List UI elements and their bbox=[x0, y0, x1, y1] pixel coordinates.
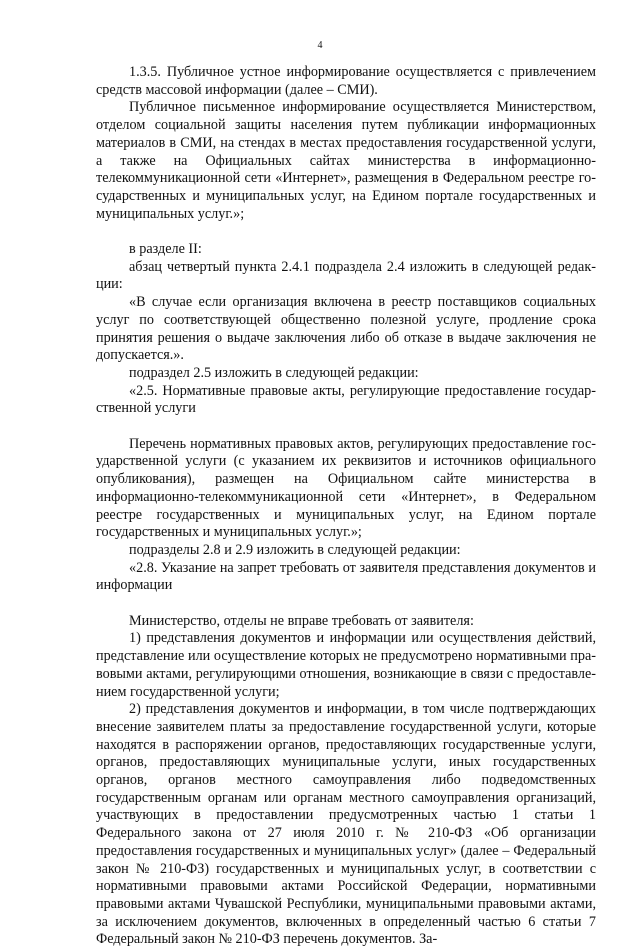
paragraph-public-written-info: Публичное письменное информирование осуществляется Министерством, отделом социальной защиты населения путем публикации информационных материалов в СМИ, на стендах в местах предоставления государственной услуги, а также на Официальных сайтах министерства в информационно-телекоммуникационной сети «Интернет», размещения в Федеральном реестре государственных и муниципальных услуг, на Едином портале государственных и муниципальных услуг.»; bbox=[96, 99, 596, 222]
paragraph-ministry-restrictions: Министерство, отделы не вправе требовать от заявителя: bbox=[129, 612, 474, 629]
paragraph-2-8-heading: «2.8. Указание на запрет требовать от заявителя представления документов и информации bbox=[96, 559, 596, 594]
paragraph-2-8-2-9-instruction: подразделы 2.8 и 2.9 изложить в следующей редакции: bbox=[129, 541, 461, 558]
document-body bbox=[96, 64, 596, 949]
paragraph-item-1: 1) представления документов и информации или осуществления действий, представление или осуществление которых не предусмотрено нормативными правовыми актами, регулирующими отношения, возникающие в связи с предоставлением государственной услуги; bbox=[96, 630, 596, 700]
paragraph-2-4-1-instruction: абзац четвертый пункта 2.4.1 подраздела 2.4 изложить в следующей редакции: bbox=[96, 258, 596, 293]
spacer bbox=[96, 595, 596, 613]
paragraph-2-4-1-quote: «В случае если организация включена в реестр поставщиков социальных услуг по соответствующей общественно полезной услуге, продление срока принятия решения о выдаче заключения либо об отказе в выдаче заключения не допускается.». bbox=[96, 294, 596, 364]
paragraph-2-5-instruction: подраздел 2.5 изложить в следующей редакции: bbox=[129, 364, 419, 381]
page-number: 4 bbox=[317, 40, 323, 51]
paragraph-2-5-heading: «2.5. Нормативные правовые акты, регулирующие предоставление государственной услуги bbox=[96, 382, 596, 417]
paragraph-1-3-5: 1.3.5. Публичное устное информирование осуществляется с привлечением средств массовой информации (далее – СМИ). bbox=[96, 64, 596, 98]
paragraph-section-2: в разделе II: bbox=[129, 241, 202, 258]
paragraph-2-5-body: Перечень нормативных правовых актов, регулирующих предоставление государственной услуги (с указанием их реквизитов и источников официального опубликования), размещен на Официальном сайте министерства в информационно-телекоммуникационной сети «Интернет», в Федеральном реестре государственных и муниципальных услуг, на Едином портале государственных и муниципальных услуг.»; bbox=[96, 435, 596, 541]
paragraph-item-2: 2) представления документов и информации, в том числе подтверждающих внесение заявителем платы за предоставление государственной услуги, которые находятся в распоряжении органов, предоставляющих государственные услуги, органов, предоставляющих муниципальные услуги, иных государственных органов, органов местного самоуправления либо подведомственных государственным органам или органам местного самоуправления организаций, участвующих в предоставлении предусмотренных частью 1 статьи 1 Федерального закона от 27 июля 2010 г. № 210-ФЗ «Об организации предоставления государственных и муниципальных услуг» (далее – Федеральный закон № 210-ФЗ) государственных и муниципальных услуг, в соответствии с нормативными правовыми актами Российской Федерации, нормативными правовыми актами Чувашской Республики, муниципальными правовыми актами, за исключением документов, включенных в определенный частью 6 статьи 7 Федеральный закон № 210-ФЗ перечень документов. За- bbox=[96, 701, 596, 948]
spacer bbox=[96, 223, 596, 241]
spacer bbox=[96, 418, 596, 436]
